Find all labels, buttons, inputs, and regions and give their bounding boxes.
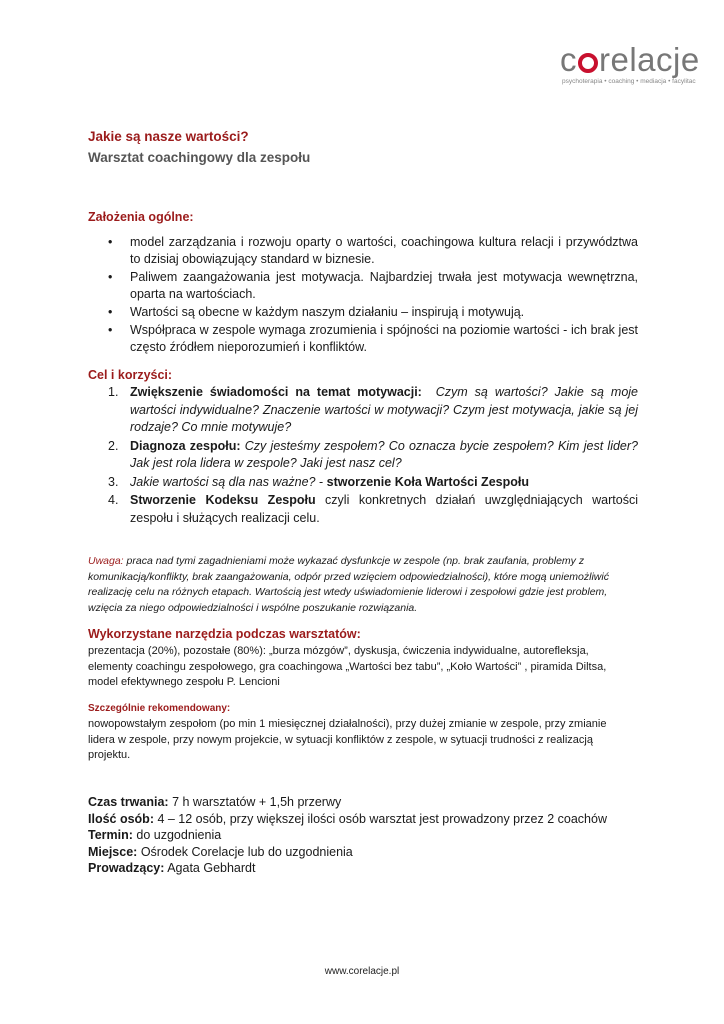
bullet-icon: • — [108, 305, 113, 319]
section-heading-cel: Cel i korzyści: — [88, 368, 173, 382]
detail-host: Prowadzący: Agata Gebhardt — [88, 861, 256, 875]
footer-url: www.corelacje.pl — [324, 966, 400, 977]
list-item: 4. Stworzenie Kodeksu Zespołu czyli konkretnych działań uwzględniających wartości zespołu i służących realizacji celu. — [108, 493, 639, 525]
detail-duration: Czas trwania: 7 h warsztatów + 1,5h przerwy — [88, 795, 342, 809]
list-item: • Współpraca w zespole wymaga zrozumienia i spójności na poziomie wartości - ich brak jest często źródłem nieporozumień i konfliktów. — [108, 323, 638, 354]
section-heading-narzedzia: Wykorzystane narzędzia podczas warsztatów: — [88, 627, 361, 641]
page-title: Jakie są nasze wartości? — [88, 129, 249, 144]
section-heading-zalozenia: Założenia ogólne: — [88, 210, 194, 224]
narzedzia-text: prezentacja (20%), pozostałe (80%): „burza mózgów”, dyskusja, ćwiczenia indywidualne, autorefleksja, elementy coachingu zespołowego, gra coachingowa „Wartości bez tabu”, „Koło Wartości” , piramida Diltsa, model efektywnego zespołu P. Lencioni — [88, 645, 607, 688]
detail-participants: Ilość osób: 4 – 12 osób, przy większej ilości osób warsztat jest prowadzony przez 2 coachów — [88, 811, 607, 826]
page-subtitle: Warsztat coachingowy dla zespołu — [88, 150, 311, 165]
list-item: 3. Jakie wartości są dla nas ważne? - stworzenie Koła Wartości Zespołu — [108, 474, 529, 489]
list-item: 2. Diagnoza zespołu: Czy jesteśmy zespołem? Co oznacza bycie zespołem? Kim jest lider? Jak jest rola lidera w zespole? Jaki jest nasz cel? — [108, 438, 638, 470]
logo-ring-icon — [578, 53, 598, 73]
uwaga-label: Uwaga: — [88, 555, 124, 567]
list-item: 1. Zwiększenie świadomości na temat motywacji: Czym są wartości? Jakie są moje wartości indywidualne? Znaczenie wartości w motywacji? Czym jest motywacja, jakie są jej rodzaje? Co mnie motywuje? — [108, 385, 639, 434]
logo-wordmark: c relacje — [560, 41, 700, 78]
bullet-icon: • — [108, 235, 113, 249]
cel-list — [108, 384, 638, 528]
bullet-icon: • — [108, 270, 113, 284]
logo — [560, 40, 724, 90]
detail-place: Miejsce: Ośrodek Corelacje lub do uzgodnienia — [88, 844, 353, 859]
uwaga-note: Uwaga: praca nad tymi zagadnieniami może wykazać dysfunkcje w zespole (np. brak zaufania, problemy z komunikacją/konflikty, brak zaangażowania, odpór przed wzięciem odpowiedzialności), które mogą uniemożliwić realizację celu na różnych etapach. Wartością jest wtedy uświadomienie liderowi i zespołowi gdzie jest problem, wzięcia za niego odpowiedzialności i wspólne poszukanie rozwiązania. — [88, 555, 609, 614]
section-heading-rekomendacja: Szczególnie rekomendowany: — [88, 703, 231, 714]
bullet-icon: • — [108, 323, 113, 337]
list-item: • model zarządzania i rozwoju oparty o wartości, coachingowa kultura relacji i przywództwa to dzisiaj obowiązujący standard w biznesie. — [108, 235, 638, 266]
rekomendacja-text: nowopowstałym zespołom (po min 1 miesięcznej działalności), przy dużej zmianie w zespole, przy zmianie lidera w zespole, przy nowym projekcie, w sytuacji konfliktów z zespole, w sytuacji trudności z realizacją projektu. — [88, 718, 607, 761]
list-item: • Wartości są obecne w każdym naszym działaniu – inspirują i motywują. — [108, 305, 525, 319]
logo-tagline: psychoterapia • coaching • mediacja • facylitac — [562, 78, 696, 85]
detail-date: Termin: do uzgodnienia — [88, 828, 222, 842]
workshop-details — [88, 794, 648, 877]
list-item: • Paliwem zaangażowania jest motywacja. Najbardziej trwała jest motywacja wewnętrzna, oparta na wartościach. — [108, 270, 638, 301]
zalozenia-list — [108, 234, 638, 357]
